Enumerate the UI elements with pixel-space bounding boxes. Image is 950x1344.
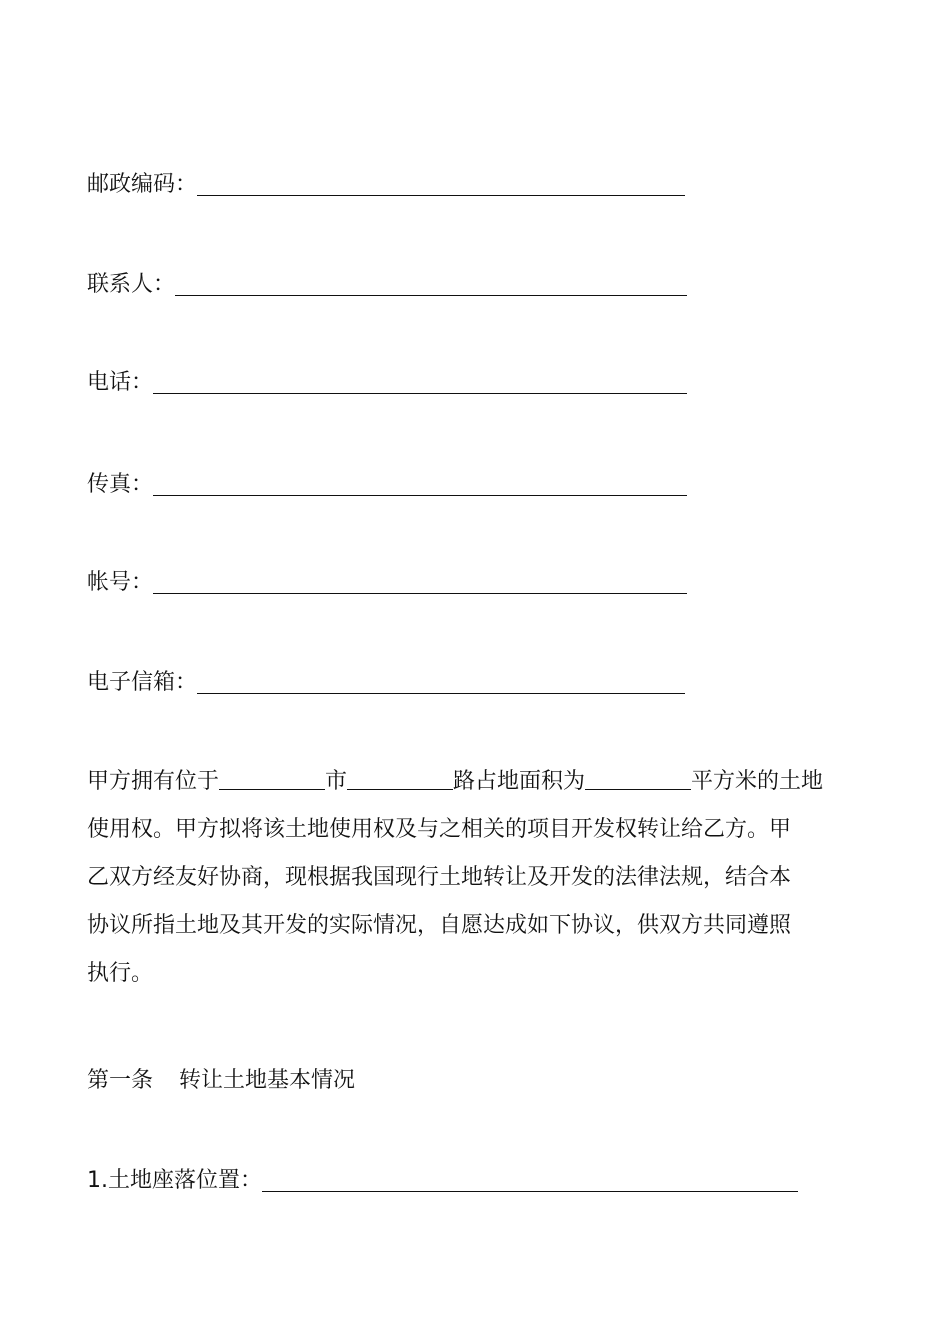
article-1-heading: [87, 1066, 355, 1096]
contact-person-row: [87, 270, 687, 300]
account-label: 帐号：: [87, 570, 154, 595]
item-1-label: 1.土地座落位置：: [87, 1168, 262, 1193]
fax-blank: [153, 473, 687, 496]
account-blank: [153, 571, 687, 594]
article-1-title: 转让土地基本情况: [179, 1068, 356, 1093]
email-label: 电子信箱：: [87, 670, 198, 695]
contact-person-blank: [175, 273, 687, 296]
intro-row-5: 执行。: [87, 961, 154, 986]
email-row: [87, 668, 685, 698]
phone-label: 电话：: [87, 370, 154, 395]
land-location-blank: [262, 1169, 798, 1192]
road-blank: [347, 767, 453, 790]
intro-row-3: 乙双方经友好协商，现根据我国现行土地转让及开发的法律法规，结合本: [87, 865, 792, 890]
postal-code-blank: [197, 173, 685, 196]
intro-seg-1: 甲方拥有位于: [87, 769, 220, 794]
postal-code-label: 邮政编码：: [87, 172, 198, 197]
phone-blank: [153, 371, 687, 394]
intro-seg-3: 路占地面积为: [453, 769, 586, 794]
fax-row: [87, 470, 687, 500]
phone-row: [87, 368, 687, 398]
item-1-row: [87, 1166, 798, 1196]
intro-row-2: 使用权。甲方拟将该土地使用权及与之相关的项目开发权转让给乙方。甲: [87, 817, 792, 842]
contact-person-label: 联系人：: [87, 272, 176, 297]
intro-row-1: [87, 758, 867, 806]
intro-seg-2: 市: [325, 769, 348, 794]
intro-seg-4: 平方米的土地: [691, 769, 824, 794]
email-blank: [197, 671, 685, 694]
postal-code-row: [87, 170, 685, 200]
intro-row-4: 协议所指土地及其开发的实际情况，自愿达成如下协议，供双方共同遵照: [87, 913, 792, 938]
account-row: [87, 568, 687, 598]
article-1-number: 第一条: [87, 1068, 154, 1093]
city-blank: [219, 767, 325, 790]
intro-paragraph: [87, 758, 867, 998]
area-blank: [585, 767, 691, 790]
fax-label: 传真：: [87, 472, 154, 497]
